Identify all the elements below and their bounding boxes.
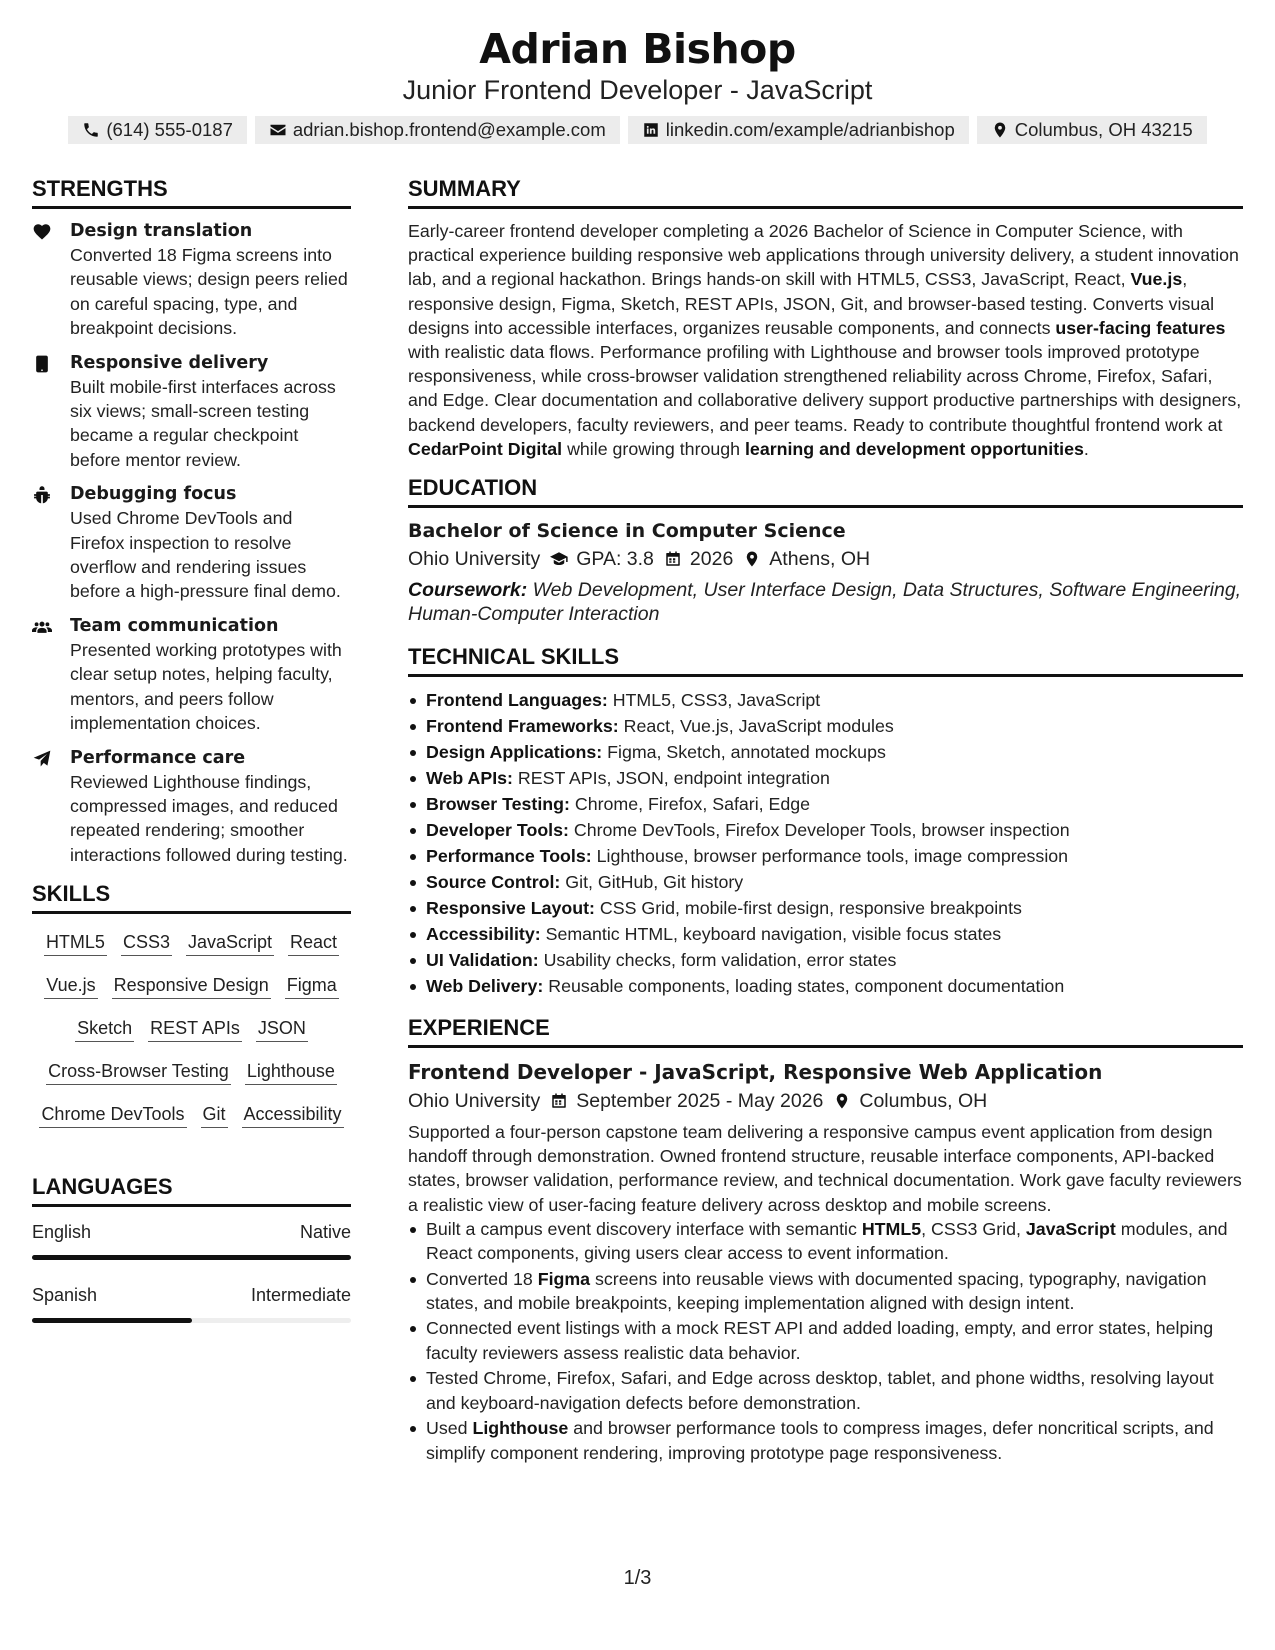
technical-skill-item bbox=[408, 765, 1243, 791]
technical-skill-label: Web APIs: bbox=[426, 768, 513, 789]
skill-tag: Figma bbox=[285, 973, 339, 999]
graduation-cap-icon bbox=[550, 550, 568, 568]
technical-skill-value: Lighthouse, browser performance tools, image compression bbox=[591, 846, 1069, 867]
education-school: Ohio University bbox=[408, 548, 541, 571]
right-column bbox=[408, 176, 1243, 1466]
linkedin-icon bbox=[642, 121, 660, 139]
technical-skill-item bbox=[408, 713, 1243, 739]
strength-item bbox=[32, 614, 351, 736]
coursework-label: Coursework: bbox=[408, 579, 528, 602]
strength-item bbox=[32, 746, 351, 868]
languages-heading: LANGUAGES bbox=[32, 1174, 351, 1207]
users-icon bbox=[32, 617, 52, 637]
job-description: Supported a four-person capstone team delivering a responsive campus event application from design handoff through demonstration. Owned frontend structure, reusable interface components, API-backed states, browser validation, performance review, and technical documentation. Work gave faculty reviewers a realistic view of user-facing feature delivery across desktop and mobile screens. bbox=[408, 1122, 1242, 1215]
strength-item bbox=[32, 219, 351, 341]
skill-tag: HTML5 bbox=[44, 930, 107, 956]
text-run: screens into reusable views with documented spacing, typography, navigation states, and mobile breakpoints, keeping implementation aligned with design intent. bbox=[426, 1268, 1207, 1314]
job-location: Columbus, OH bbox=[859, 1090, 988, 1113]
job-org: Ohio University bbox=[408, 1090, 541, 1113]
strength-title: Debugging focus bbox=[70, 484, 237, 505]
summary-heading: SUMMARY bbox=[408, 176, 1243, 209]
technical-skill-label: Web Delivery: bbox=[426, 976, 544, 997]
education-coursework bbox=[408, 578, 1243, 626]
technical-skill-value: HTML5, CSS3, JavaScript bbox=[607, 690, 821, 711]
skill-tag: REST APIs bbox=[148, 1016, 242, 1042]
strength-desc: Converted 18 Figma screens into reusable views; design peers relied on careful spacing, type, and breakpoint decisions. bbox=[70, 245, 348, 339]
technical-skill-value: Figma, Sketch, annotated mockups bbox=[602, 742, 886, 763]
language-name: Spanish bbox=[32, 1285, 98, 1306]
phone-icon bbox=[82, 121, 100, 139]
technical-skill-label: UI Validation: bbox=[426, 950, 539, 971]
job-bullet bbox=[408, 1316, 1243, 1365]
text-run: Converted 18 bbox=[426, 1268, 538, 1289]
strength-desc: Reviewed Lighthouse findings, compressed images, and reduced repeated rendering; smoother interactions followed during testing. bbox=[70, 771, 348, 865]
technical-skill-value: Git, GitHub, Git history bbox=[560, 872, 744, 893]
education-degree: Bachelor of Science in Computer Science bbox=[408, 520, 846, 543]
candidate-name: Adrian Bishop bbox=[479, 25, 796, 73]
technical-skill-value: React, Vue.js, JavaScript modules bbox=[618, 716, 894, 737]
language-row bbox=[32, 1284, 351, 1306]
text-run: and browser performance tools to compress images, defer noncritical scripts, and simplify component rendering, improving prototype page responsiveness. bbox=[426, 1418, 1214, 1463]
technical-skills-list bbox=[408, 687, 1243, 999]
text-run: Built a campus event discovery interface with semantic bbox=[426, 1218, 862, 1239]
contact-linkedin[interactable] bbox=[628, 116, 969, 144]
job-bullet bbox=[408, 1416, 1243, 1465]
technical-skill-value: Usability checks, form validation, error states bbox=[538, 950, 897, 971]
strength-desc: Used Chrome DevTools and Firefox inspection to resolve overflow and rendering issues before a high-pressure final demo. bbox=[70, 508, 341, 602]
paper-plane-icon bbox=[32, 749, 52, 769]
text-run: while growing through bbox=[562, 438, 745, 459]
technical-skill-label: Browser Testing: bbox=[426, 794, 570, 815]
strength-title: Design translation bbox=[70, 221, 253, 241]
left-column bbox=[32, 176, 351, 1466]
job-meta bbox=[408, 1086, 1243, 1116]
job-dates: September 2025 - May 2026 bbox=[576, 1090, 824, 1113]
resume-body bbox=[32, 176, 1243, 1466]
contact-location bbox=[977, 116, 1207, 144]
job-bullets bbox=[408, 1217, 1243, 1465]
text-run: , CSS3 Grid, bbox=[921, 1218, 1026, 1239]
skill-tag: JavaScript bbox=[186, 930, 274, 956]
skill-tag: Cross-Browser Testing bbox=[46, 1059, 231, 1085]
page-number: 1/3 bbox=[623, 1567, 652, 1589]
skills-list bbox=[32, 924, 351, 1132]
bold-text: HTML5 bbox=[861, 1218, 922, 1239]
bold-text: CedarPoint Digital bbox=[408, 438, 563, 459]
technical-skill-item bbox=[408, 739, 1243, 765]
skill-tag: Chrome DevTools bbox=[39, 1102, 186, 1128]
skill-tag: React bbox=[288, 930, 339, 956]
text-run: modules, and React components, giving users clear access to event information. bbox=[426, 1218, 1228, 1264]
technical-skill-label: Design Applications: bbox=[426, 742, 603, 763]
text-run: Used bbox=[426, 1418, 473, 1439]
strength-title: Responsive delivery bbox=[70, 352, 269, 373]
education-year: 2026 bbox=[689, 548, 734, 571]
contact-phone-text: (614) 555-0187 bbox=[106, 119, 233, 140]
skill-tag: Lighthouse bbox=[245, 1059, 337, 1085]
mobile-icon bbox=[32, 354, 52, 374]
contact-bar bbox=[0, 116, 1275, 144]
skill-tag: Git bbox=[201, 1102, 228, 1128]
skill-tag: JSON bbox=[256, 1016, 308, 1042]
language-proficiency-bar bbox=[32, 1318, 351, 1323]
envelope-icon bbox=[269, 121, 287, 139]
technical-skill-item bbox=[408, 687, 1243, 713]
language-name: English bbox=[32, 1222, 92, 1243]
technical-skill-value: Reusable components, loading states, component documentation bbox=[543, 976, 1065, 997]
language-level: Intermediate bbox=[250, 1285, 351, 1306]
contact-linkedin-text: linkedin.com/example/adrianbishop bbox=[665, 119, 955, 140]
skill-tag: CSS3 bbox=[121, 930, 172, 956]
technical-skill-label: Source Control: bbox=[426, 872, 561, 893]
candidate-role: Junior Frontend Developer - JavaScript bbox=[402, 75, 873, 105]
technical-skill-item bbox=[408, 895, 1243, 921]
strength-title: Team communication bbox=[70, 615, 279, 636]
job-bullet bbox=[408, 1366, 1243, 1415]
technical-skill-item bbox=[408, 869, 1243, 895]
technical-skill-value: REST APIs, JSON, endpoint integration bbox=[512, 768, 830, 789]
calendar-icon bbox=[664, 550, 682, 568]
technical-skill-label: Developer Tools: bbox=[426, 820, 569, 841]
bold-text: learning and development opportunities bbox=[744, 438, 1084, 459]
education-meta bbox=[408, 544, 1243, 574]
map-pin-icon bbox=[743, 550, 761, 568]
technical-skill-value: Chrome DevTools, Firefox Developer Tools, browser inspection bbox=[568, 820, 1070, 841]
technical-skill-label: Responsive Layout: bbox=[426, 898, 595, 919]
bold-text: Lighthouse bbox=[472, 1418, 569, 1439]
skill-tag: Sketch bbox=[75, 1016, 134, 1042]
technical-skill-item bbox=[408, 843, 1243, 869]
bold-text: Figma bbox=[537, 1268, 591, 1289]
job-title: Frontend Developer - JavaScript, Responsive Web Application bbox=[408, 1060, 1103, 1085]
skill-tag: Vue.js bbox=[44, 973, 97, 999]
text-run: , responsive design, Figma, Sketch, REST APIs, JSON, Git, and browser-based testing. Converts visual designs into accessible interfaces, organizes reusable components, and connects bbox=[408, 269, 1215, 338]
strength-desc: Presented working prototypes with clear setup notes, helping faculty, mentors, and peers follow implementation choices. bbox=[70, 639, 342, 734]
technical-skill-label: Performance Tools: bbox=[426, 846, 592, 867]
coursework-list: Web Development, User Interface Design, Data Structures, Software Engineering, Human-Computer Interaction bbox=[408, 579, 1242, 626]
language-proficiency-fill bbox=[32, 1255, 351, 1260]
technical-skill-label: Frontend Frameworks: bbox=[426, 716, 619, 737]
technical-skill-item bbox=[408, 973, 1243, 999]
job-bullet bbox=[408, 1217, 1243, 1266]
text-run: Early-career frontend developer completing a 2026 Bachelor of Science in Computer Science, with practical experience building responsive web applications through university delivery, a student innovation lab, and a regional hackathon. Brings hands-on skill with HTML5, CSS3, JavaScript, React, bbox=[408, 221, 1239, 290]
summary-text bbox=[408, 219, 1243, 461]
technical-skill-value: CSS Grid, mobile-first design, responsive breakpoints bbox=[594, 898, 1022, 919]
heart-icon bbox=[32, 222, 52, 242]
technical-skill-item bbox=[408, 921, 1243, 947]
technical-skill-value: Semantic HTML, keyboard navigation, visible focus states bbox=[540, 924, 1002, 945]
text-run: with realistic data flows. Performance profiling with Lighthouse and browser tools improved prototype responsiveness, while cross-browser validation strengthened reliability across Chrome, Firefox, Safari, and Edge. Clear documentation and collaborative delivery support productive partnerships with designers, backend developers, faculty reviewers, and peer teams. Ready to contribute thoughtful frontend work at bbox=[408, 342, 1242, 435]
technical-skill-item bbox=[408, 791, 1243, 817]
contact-phone[interactable] bbox=[68, 116, 247, 144]
skill-tag: Accessibility bbox=[242, 1102, 344, 1128]
languages-list bbox=[32, 1221, 351, 1323]
technical-skill-item bbox=[408, 947, 1243, 973]
contact-email[interactable] bbox=[255, 116, 620, 144]
language-row bbox=[32, 1221, 351, 1243]
map-pin-icon bbox=[991, 121, 1009, 139]
strengths-heading: STRENGTHS bbox=[32, 176, 351, 209]
calendar-icon bbox=[550, 1092, 568, 1110]
technical-skill-label: Frontend Languages: bbox=[426, 690, 608, 711]
education-location: Athens, OH bbox=[769, 548, 871, 571]
contact-location-text: Columbus, OH 43215 bbox=[1014, 119, 1193, 140]
language-proficiency-fill bbox=[32, 1318, 192, 1323]
bold-text: JavaScript bbox=[1025, 1218, 1116, 1239]
strength-item bbox=[32, 482, 351, 604]
map-pin-icon bbox=[833, 1092, 851, 1110]
text-run: . bbox=[1083, 438, 1089, 459]
contact-email-text: adrian.bishop.frontend@example.com bbox=[292, 119, 606, 140]
education-gpa: GPA: 3.8 bbox=[576, 548, 654, 571]
strengths-list bbox=[32, 219, 351, 867]
bold-text: user-facing features bbox=[1055, 317, 1226, 338]
technical-skill-label: Accessibility: bbox=[426, 924, 541, 945]
strength-item bbox=[32, 351, 351, 473]
strength-title: Performance care bbox=[70, 747, 246, 768]
technical-skills-heading: TECHNICAL SKILLS bbox=[408, 644, 1243, 677]
bold-text: Vue.js bbox=[1130, 269, 1183, 290]
education-heading: EDUCATION bbox=[408, 475, 1243, 508]
text-run: Connected event listings with a mock REST API and added loading, empty, and error states, helping faculty reviewers assess realistic data behavior. bbox=[426, 1318, 1214, 1363]
bug-icon bbox=[32, 485, 52, 505]
strength-desc: Built mobile-first interfaces across six views; small-screen testing became a regular checkpoint before mentor review. bbox=[70, 376, 336, 470]
job-bullet bbox=[408, 1267, 1243, 1316]
language-proficiency-bar bbox=[32, 1255, 351, 1260]
resume-header bbox=[0, 0, 1275, 144]
experience-heading: EXPERIENCE bbox=[408, 1015, 1243, 1048]
technical-skill-value: Chrome, Firefox, Safari, Edge bbox=[569, 794, 811, 815]
technical-skill-item bbox=[408, 817, 1243, 843]
text-run: Tested Chrome, Firefox, Safari, and Edge across desktop, tablet, and phone widths, resolving layout and keyboard-navigation defects before demonstration. bbox=[426, 1368, 1214, 1413]
skill-tag: Responsive Design bbox=[112, 973, 271, 999]
language-level: Native bbox=[299, 1222, 351, 1243]
skills-heading: SKILLS bbox=[32, 881, 351, 914]
